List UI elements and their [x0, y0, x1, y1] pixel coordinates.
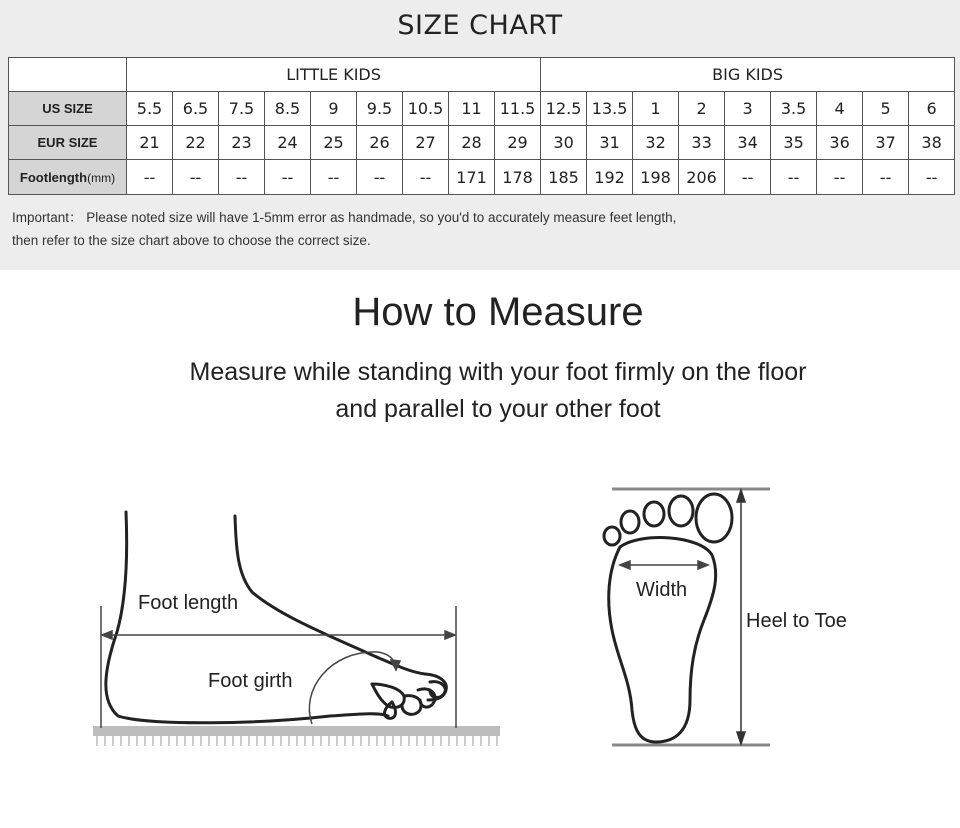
size-cell: 34 — [725, 126, 771, 160]
size-cell: -- — [219, 160, 265, 195]
foot-girth-label: Foot girth — [208, 670, 293, 692]
instruction-line-2: and parallel to your other foot — [335, 395, 661, 423]
instruction-line-1: Measure while standing with your foot firmly on the floor — [189, 358, 807, 386]
size-cell: -- — [357, 160, 403, 195]
size-cell: 7.5 — [219, 92, 265, 126]
size-cell: 21 — [127, 126, 173, 160]
size-cell: 13.5 — [587, 92, 633, 126]
size-cell: 11 — [449, 92, 495, 126]
size-cell: 8.5 — [265, 92, 311, 126]
group-big-kids: BIG KIDS — [541, 58, 955, 92]
size-cell: -- — [909, 160, 955, 195]
foot-length-label: Foot length — [138, 592, 239, 614]
size-cell: 31 — [587, 126, 633, 160]
width-arrow — [620, 561, 708, 569]
group-little-kids: LITTLE KIDS — [127, 58, 541, 92]
size-cell: 10.5 — [403, 92, 449, 126]
size-cell: 36 — [817, 126, 863, 160]
size-cell: 6.5 — [173, 92, 219, 126]
size-cell: -- — [725, 160, 771, 195]
size-cell: 22 — [173, 126, 219, 160]
size-cell: 206 — [679, 160, 725, 195]
size-cell: 1 — [633, 92, 679, 126]
size-cell: 11.5 — [495, 92, 541, 126]
size-cell: 38 — [909, 126, 955, 160]
row-label-us-size: US SIZE — [9, 92, 127, 126]
size-cell: 3.5 — [771, 92, 817, 126]
size-cell: 192 — [587, 160, 633, 195]
row-label-footlength: Footlength(mm) — [9, 160, 127, 195]
size-cell: -- — [817, 160, 863, 195]
size-cell: 9 — [311, 92, 357, 126]
size-cell: 23 — [219, 126, 265, 160]
floor-ruler — [93, 726, 500, 746]
heel-to-toe-vertical — [737, 490, 745, 744]
size-cell: -- — [265, 160, 311, 195]
row-label-eur-size: EUR SIZE — [9, 126, 127, 160]
note-line-1: Important： Please noted size will have 1-5mm error as handmade, so you'd to accurately measure feet length, — [12, 210, 677, 225]
size-cell: 12.5 — [541, 92, 587, 126]
size-cell: 6 — [909, 92, 955, 126]
size-cell: -- — [863, 160, 909, 195]
size-cell: 5 — [863, 92, 909, 126]
size-cell: 9.5 — [357, 92, 403, 126]
how-to-measure-title: How to Measure — [352, 290, 644, 334]
size-cell: 178 — [495, 160, 541, 195]
size-cell: 32 — [633, 126, 679, 160]
width-label: Width — [636, 579, 688, 601]
size-cell: 171 — [449, 160, 495, 195]
size-cell: -- — [173, 160, 219, 195]
note-line-2: then refer to the size chart above to choose the correct size. — [12, 233, 371, 248]
size-cell: 33 — [679, 126, 725, 160]
size-cell: 25 — [311, 126, 357, 160]
size-cell: 26 — [357, 126, 403, 160]
size-cell: -- — [311, 160, 357, 195]
size-chart-title: SIZE CHART — [397, 10, 563, 41]
size-cell: 185 — [541, 160, 587, 195]
size-cell: 4 — [817, 92, 863, 126]
size-cell: 3 — [725, 92, 771, 126]
footprint-drawing — [604, 494, 732, 742]
heel-to-toe-label: Heel to Toe — [746, 610, 847, 632]
size-cell: 27 — [403, 126, 449, 160]
size-cell: 29 — [495, 126, 541, 160]
size-cell: -- — [771, 160, 817, 195]
size-cell: 2 — [679, 92, 725, 126]
size-cell: 35 — [771, 126, 817, 160]
size-cell: 30 — [541, 126, 587, 160]
size-cell: 28 — [449, 126, 495, 160]
size-cell: -- — [403, 160, 449, 195]
size-cell: 37 — [863, 126, 909, 160]
size-cell: 198 — [633, 160, 679, 195]
size-cell: 5.5 — [127, 92, 173, 126]
size-cell: 24 — [265, 126, 311, 160]
size-cell: -- — [127, 160, 173, 195]
